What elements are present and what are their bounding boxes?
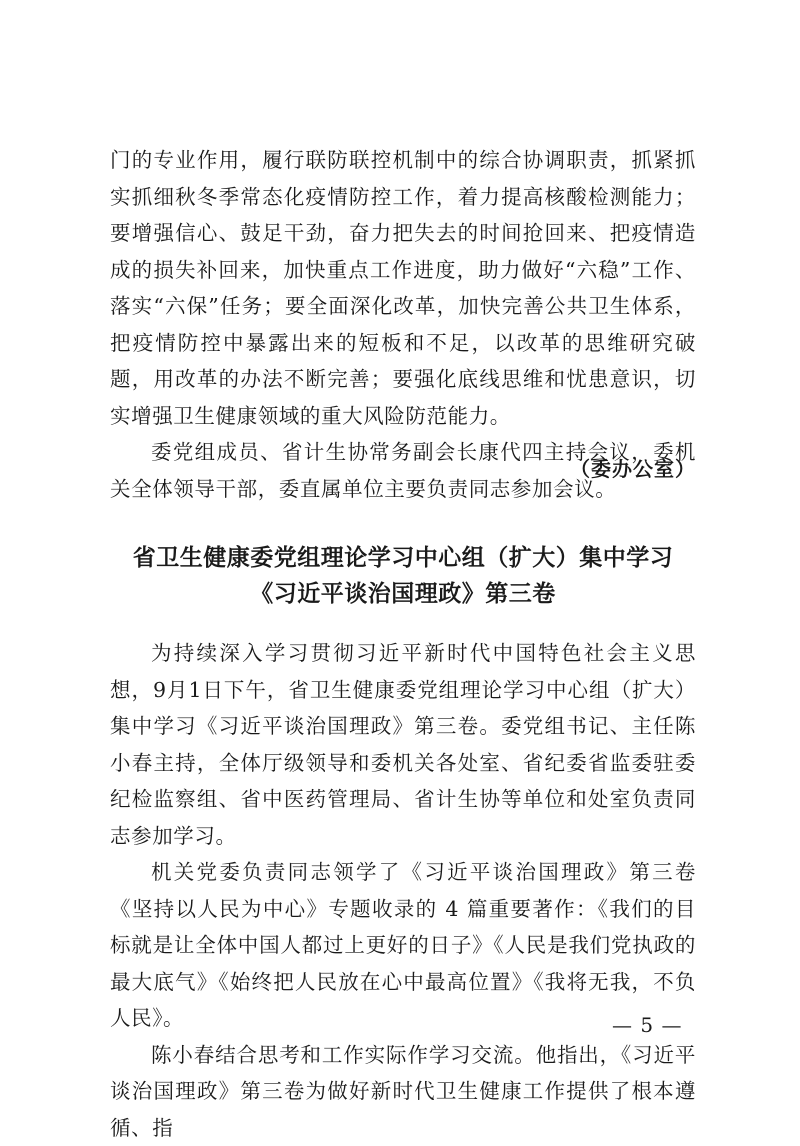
article-paragraph-3: 陈小春结合思考和工作实际作学习交流。他指出，《习近平谈治国理政》第三卷为做好新时代卫生健康工作提供了根本遵循、指 bbox=[110, 1037, 696, 1146]
article-title bbox=[110, 540, 696, 612]
article-paragraph-2: 机关党委负责同志领学了《习近平谈治国理政》第三卷《坚持以人民为中心》专题收录的 4 篇重要著作：《我们的目标就是让全体中国人都过上更好的日子》《人民是我们党执政的最大底气》《始终把人民放在心中最高位置》《我将无我，不负人民》。 bbox=[110, 854, 696, 1037]
signature: （委办公室） bbox=[570, 453, 696, 482]
article-paragraph-1: 为持续深入学习贯彻习近平新时代中国特色社会主义思想，9月1日下午，省卫生健康委党组理论学习中心组（扩大）集中学习《习近平谈治国理政》第三卷。委党组书记、主任陈小春主持，全体厅级领导和委机关各处室、省纪委省监委驻委纪检监察组、省中医药管理局、省计生协等单位和处室负责同志参加学习。 bbox=[110, 635, 696, 854]
article-body bbox=[110, 635, 696, 1146]
continuation-paragraph-2: 委党组成员、省计生协常务副会长康代四主持会议，委机关全体领导干部，委直属单位主要负责同志参加会议。 bbox=[110, 434, 696, 507]
article-title-line-2: 《习近平谈治国理政》第三卷 bbox=[110, 576, 696, 612]
continuation-paragraph-1: 门的专业作用，履行联防联控机制中的综合协调职责，抓紧抓实抓细秋冬季常态化疫情防控工作，着力提高核酸检测能力；要增强信心、鼓足干劲，奋力把失去的时间抢回来、把疫情造成的损失补回来，加快重点工作进度，助力做好“六稳”工作、落实“六保”任务；要全面深化改革，加快完善公共卫生体系，把疫情防控中暴露出来的短板和不足，以改革的思维研究破题，用改革的办法不断完善；要强化底线思维和忧患意识，切实增强卫生健康领域的重大风险防范能力。 bbox=[110, 142, 696, 434]
page-number: — 5 — bbox=[612, 1013, 682, 1037]
article-title-line-1: 省卫生健康委党组理论学习中心组（扩大）集中学习 bbox=[110, 540, 696, 576]
